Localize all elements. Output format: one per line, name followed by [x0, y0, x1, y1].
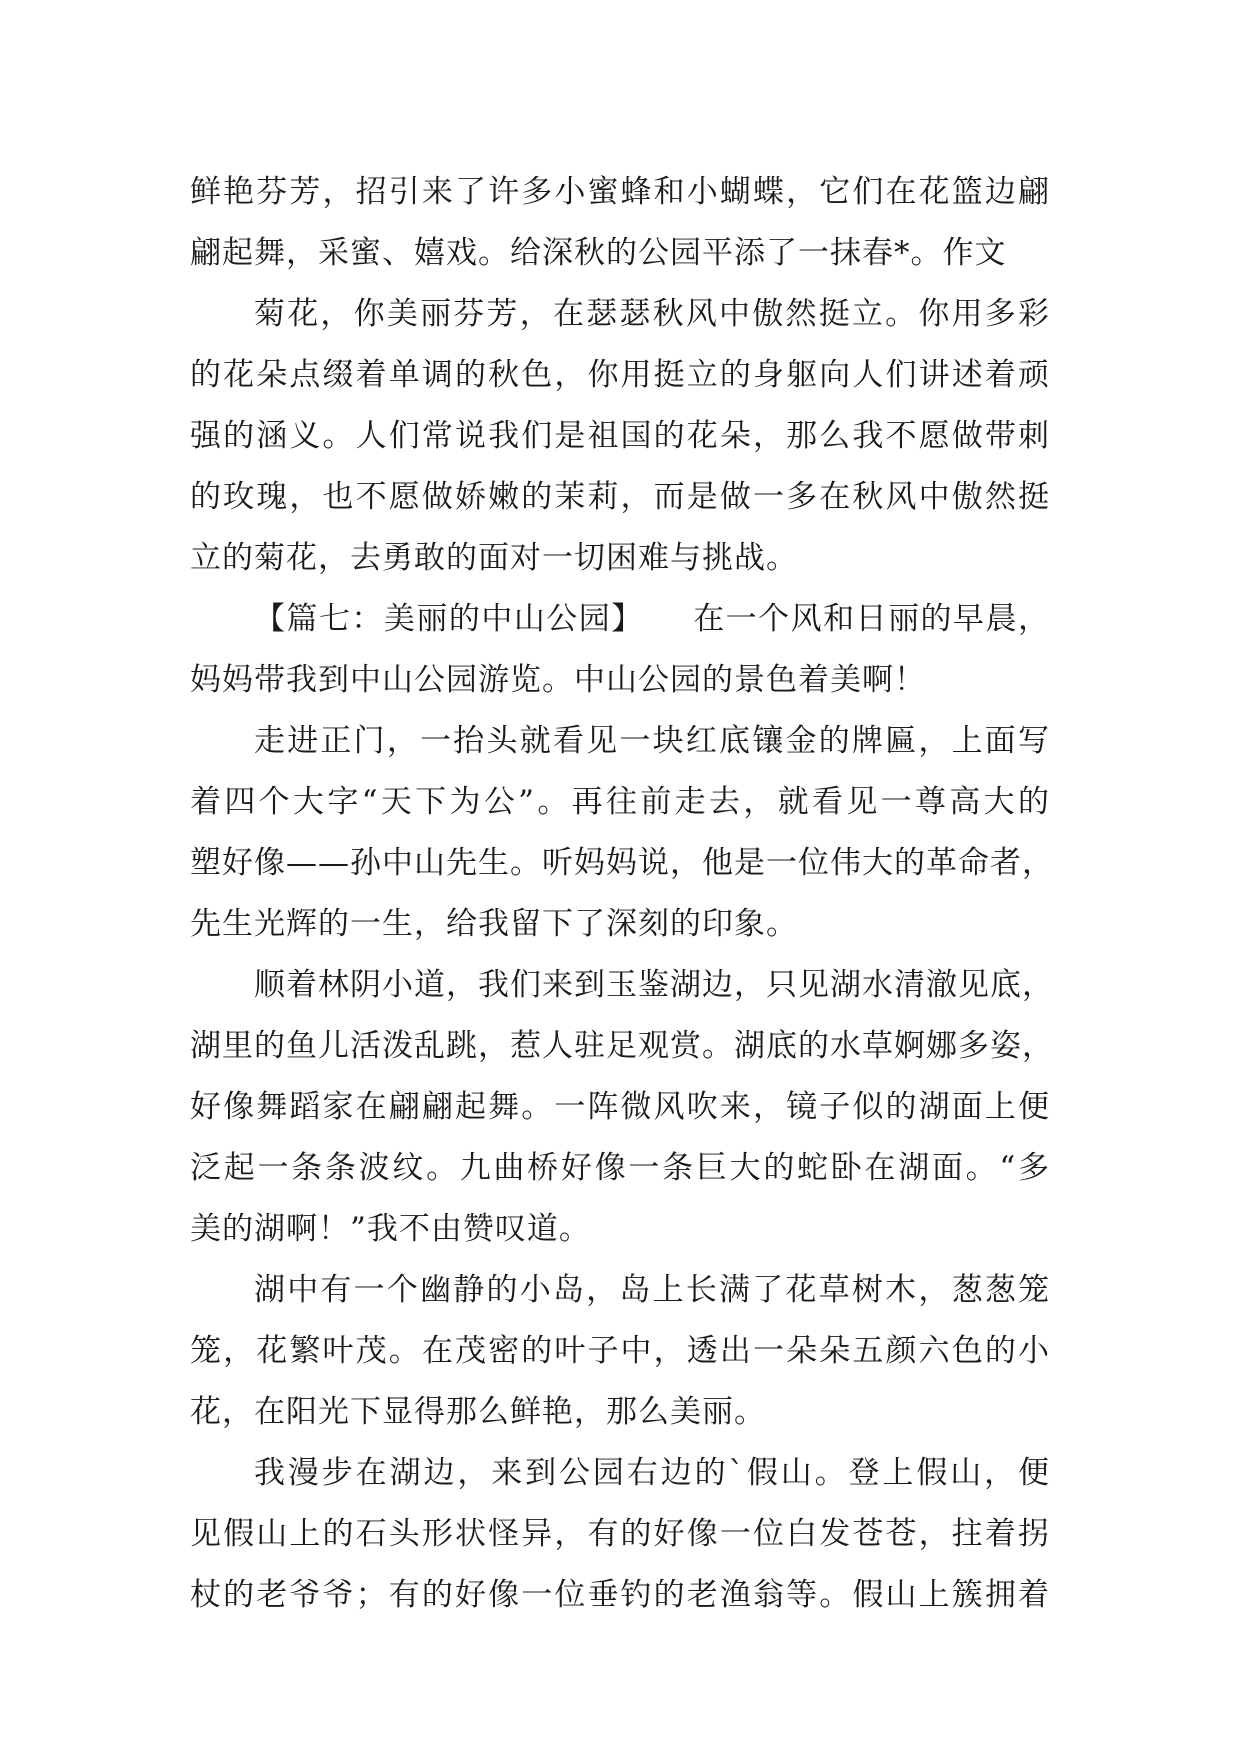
text-line: 笼，花繁叶茂。在茂密的叶子中，透出一朵朵五颜六色的小 [190, 1333, 1050, 1369]
text-line: 强的涵义。人们常说我们是祖国的花朵，那么我不愿做带刺 [190, 418, 1050, 454]
text-line: 塑好像——孙中山先生。听妈妈说，他是一位伟大的革命者， [190, 845, 1054, 881]
text-line: 的花朵点缀着单调的秋色，你用挺立的身躯向人们讲述着顽 [190, 357, 1050, 393]
text-line: 妈妈带我到中山公园游览。中山公园的景色着美啊！ [190, 662, 926, 698]
text-line: 杖的老爷爷；有的好像一位垂钓的老渔翁等。假山上簇拥着 [190, 1577, 1050, 1613]
text-line: 立的菊花，去勇敢的面对一切困难与挑战。 [190, 540, 798, 576]
text-line: 湖里的鱼儿活泼乱跳，惹人驻足观赏。湖底的水草婀娜多姿， [190, 1028, 1054, 1064]
text-line: 好像舞蹈家在翩翩起舞。一阵微风吹来，镜子似的湖面上便 [190, 1089, 1050, 1125]
text-line: 鲜艳芬芳，招引来了许多小蜜蜂和小蝴蝶，它们在花篮边翩 [190, 174, 1050, 210]
text-line: 湖中有一个幽静的小岛，岛上长满了花草树木，葱葱笼 [254, 1272, 1050, 1308]
text-line: 泛起一条条波纹。九曲桥好像一条巨大的蛇卧在湖面。“多 [190, 1150, 1050, 1186]
text-line: 着四个大字“天下为公”。再往前走去，就看见一尊高大的 [190, 784, 1050, 820]
text-line: 翩起舞，采蜜、嬉戏。给深秋的公园平添了一抹春*。作文 [190, 235, 1007, 271]
text-line: 先生光辉的一生，给我留下了深刻的印象。 [190, 906, 798, 942]
text-line: 菊花，你美丽芬芳，在瑟瑟秋风中傲然挺立。你用多彩 [254, 296, 1050, 332]
text-line: 美的湖啊！”我不由赞叹道。 [190, 1211, 591, 1247]
body-text [190, 162, 1054, 1626]
section-heading-line: 【篇七：美丽的中山公园】 在一个风和日丽的早晨， [254, 601, 1050, 637]
text-line: 见假山上的石头形状怪异，有的好像一位白发苍苍，拄着拐 [190, 1516, 1050, 1552]
text-line: 我漫步在湖边，来到公园右边的`假山。登上假山，便 [254, 1455, 1050, 1491]
text-line: 走进正门，一抬头就看见一块红底镶金的牌匾，上面写 [254, 723, 1050, 759]
text-line: 顺着林阴小道，我们来到玉鉴湖边，只见湖水清澈见底， [254, 967, 1054, 1003]
text-line: 花，在阳光下显得那么鲜艳，那么美丽。 [190, 1394, 766, 1430]
text-line: 的玫瑰，也不愿做娇嫩的茉莉，而是做一多在秋风中傲然挺 [190, 479, 1050, 515]
